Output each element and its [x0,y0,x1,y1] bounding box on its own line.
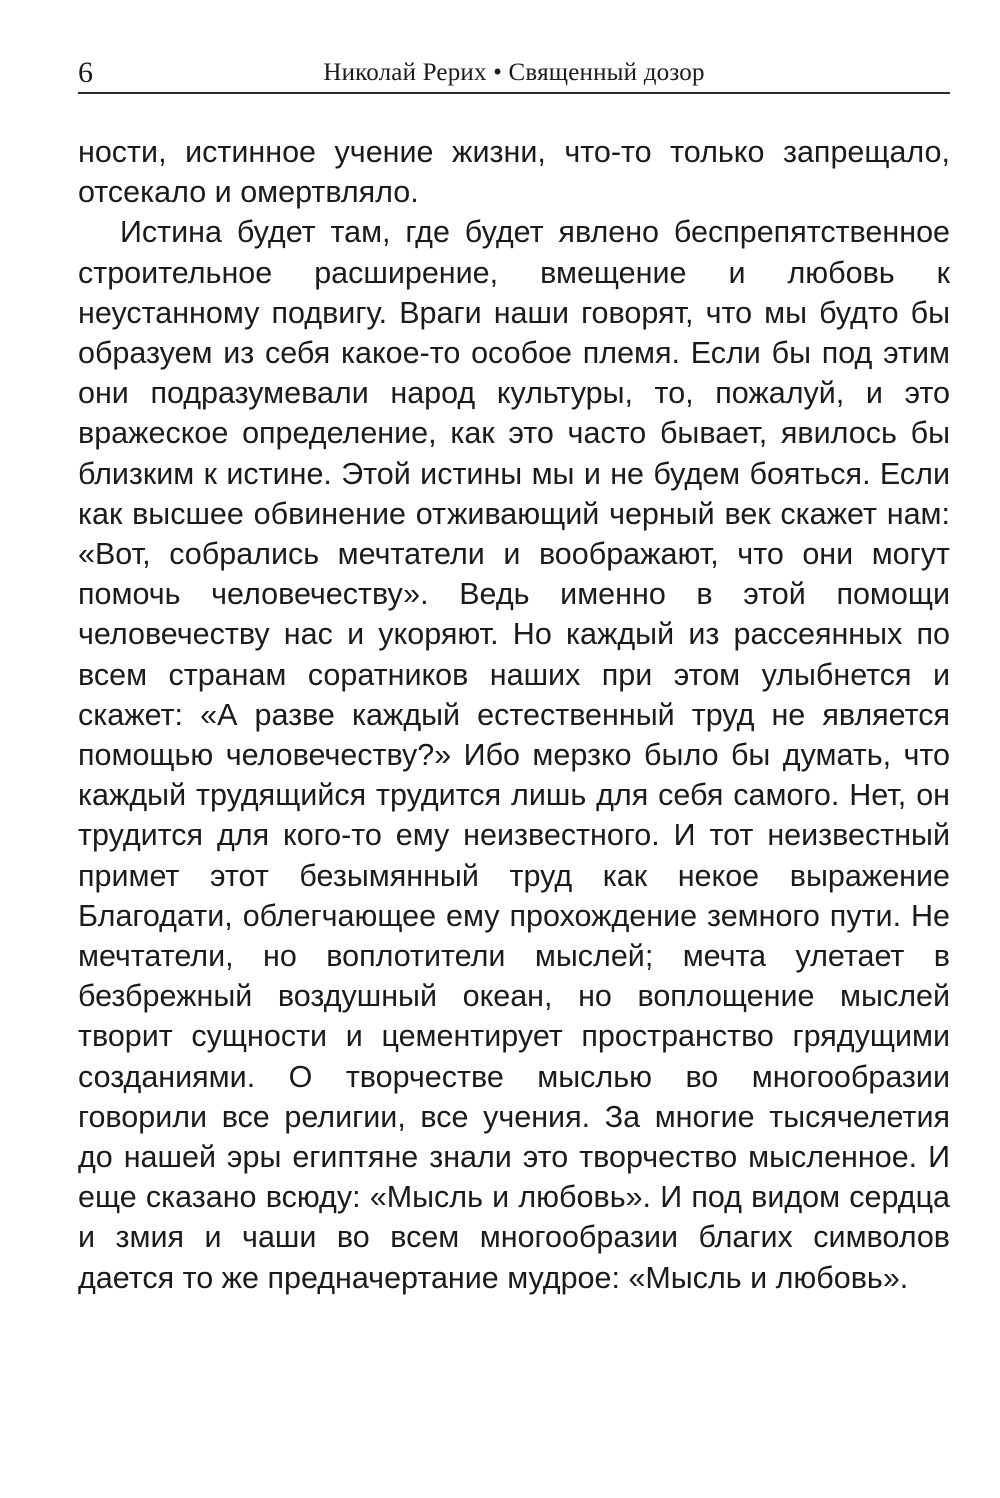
running-header [78,52,950,92]
page-number: 6 [78,56,93,89]
paragraph: Истина будет там, где будет явлено беспрепятственное строительное расширение, вмещение и любовь к неустанному подвигу. Враги наши говорят, что мы будто бы образуем из себя какое-то особое племя. Если бы под этим они подразумевали народ культуры, то, пожалуй, и это вражеское определение, как это часто бывает, явилось бы близким к истине. Этой истины мы и не будем бояться. Если как высшее обвинение отживающий черный век скажет нам: «Вот, собрались мечтатели и воображают, что они могут помочь человечеству». Ведь именно в этой помощи человечеству нас и укоряют. Но каждый из рассеянных по всем странам соратников наших при этом улыбнется и скажет: «А разве каждый естественный труд не является помощью человечеству?» Ибо мерзко было бы думать, что каждый трудящийся трудится лишь для себя самого. Нет, он трудится для кого-то ему неизвестного. И тот неизвестный примет этот безымянный труд как некое выражение Благодати, облегчающее ему прохождение земного пути. Не мечтатели, но воплотители мыслей; мечта улетает в безбрежный воздушный океан, но воплощение мыслей творит сущности и цементирует пространство грядущими созданиями. О творчестве мыслью во многообразии говорили все религии, все учения. За многие тысячелетия до нашей эры египтяне знали это творчество мысленное. И еще сказано всюду: «Мысль и любовь». И под видом сердца и змия и чаши во всем многообразии благих символов дается то же предначертание мудрое: «Мысль и любовь». [78,215,950,1295]
paragraph-continuation: ности, истинное учение жизни, что-то только запрещало, отсекало и омертвляло. [78,135,950,210]
body-text [78,132,950,1298]
running-title: Николай Рерих • Священный дозор [323,59,705,86]
header-divider [78,92,950,94]
